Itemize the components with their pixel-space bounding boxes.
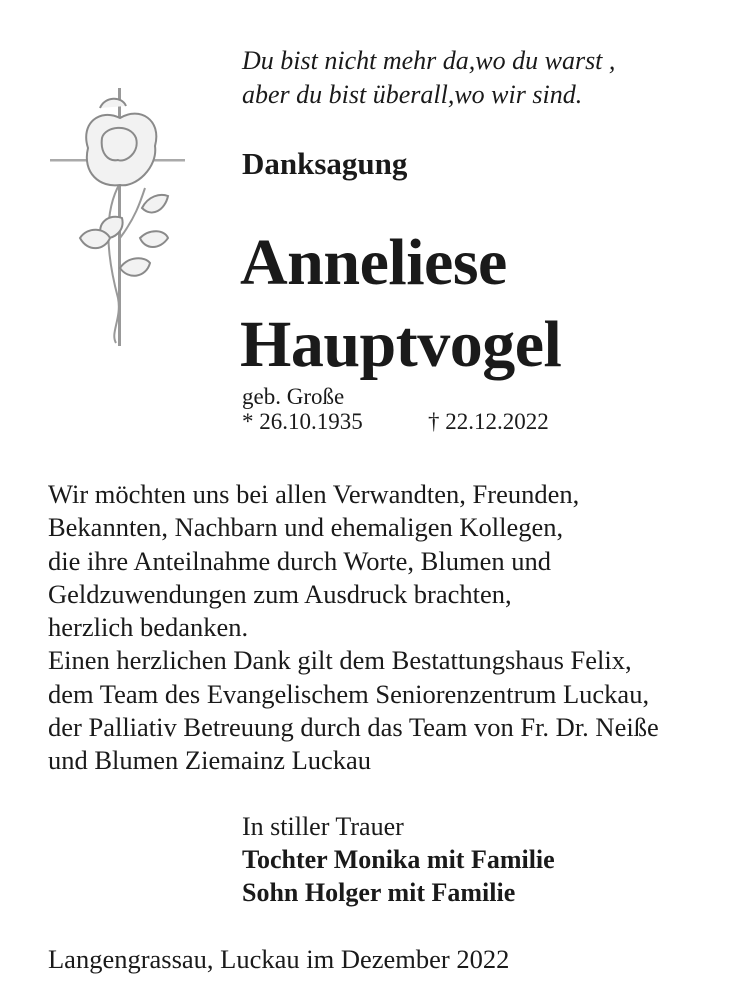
text-line: und Blumen Ziemainz Luckau (48, 745, 372, 776)
quote (242, 44, 615, 112)
heading: Danksagung (242, 146, 408, 181)
text-line: der Palliativ Betreuung durch das Team von Fr. Dr. Neiße (48, 712, 659, 743)
place-date: Langengrassau, Luckau im Dezember 2022 (48, 944, 510, 974)
death-date: † 22.12.2022 (428, 409, 549, 434)
quote-line: Du bist nicht mehr da,wo du warst , (242, 46, 616, 75)
text-line: Einen herzlichen Dank gilt dem Bestattungshaus Felix, (48, 645, 632, 676)
birth-date: * 26.10.1935 (242, 409, 363, 434)
deceased-name (240, 222, 561, 386)
quote-line: aber du bist überall,wo wir sind. (242, 80, 583, 109)
text-line: dem Team des Evangelischem Seniorenzentrum Luckau, (48, 678, 650, 709)
first-name: Anneliese (240, 226, 507, 299)
last-name: Hauptvogel (240, 308, 562, 381)
mourner: Tochter Monika mit Familie (242, 845, 555, 874)
mourner: Sohn Holger mit Familie (242, 878, 516, 907)
text-line: herzlich bedanken. (48, 612, 249, 643)
signature (242, 810, 555, 909)
text-line: die ihre Anteilnahme durch Worte, Blumen und (48, 545, 551, 576)
cross-with-rose-icon (40, 88, 200, 350)
maiden-name: geb. Große (242, 384, 345, 409)
text-line: Wir möchten uns bei allen Verwandten, Freunden, (48, 479, 580, 509)
signature-intro: In stiller Trauer (242, 812, 404, 841)
text-line: Bekannten, Nachbarn und ehemaligen Kollegen, (48, 512, 564, 543)
thanks-text (48, 478, 659, 778)
text-line: Geldzuwendungen zum Ausdruck brachten, (48, 578, 512, 609)
